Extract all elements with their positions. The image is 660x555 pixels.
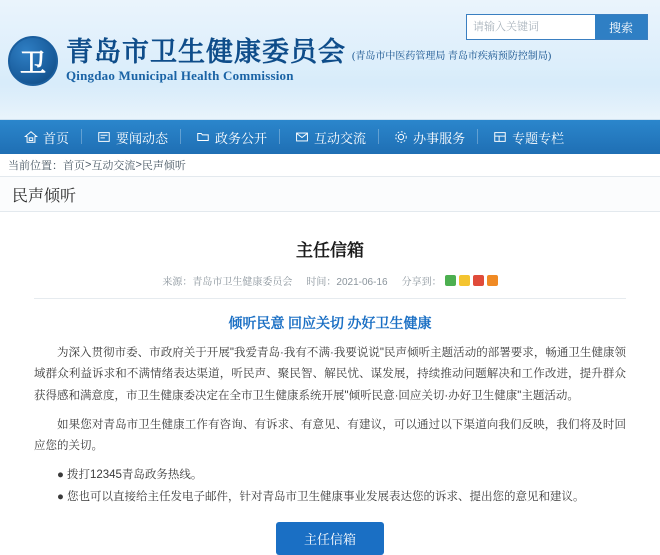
- breadcrumb-prefix: 当前位置：: [8, 160, 63, 172]
- breadcrumb: [0, 154, 660, 176]
- site-header: [0, 0, 660, 120]
- meta-divider: [34, 298, 626, 299]
- site-title-sub: (青岛市中医药管理局 青岛市疾病预防控制局): [352, 51, 552, 63]
- search-button[interactable]: 搜索: [595, 15, 647, 39]
- article-paragraph: 如果您对青岛市卫生健康工作有咨询、有诉求、有意见、有建议，可以通过以下渠道向我们反映，我们将及时回应您的关切。: [34, 418, 626, 453]
- nav-item-special-topics[interactable]: [487, 120, 586, 154]
- rss-share-icon[interactable]: [487, 275, 498, 286]
- nav-item-label: 办事服务: [413, 130, 466, 146]
- director-mailbox-button[interactable]: 主任信箱: [276, 522, 384, 555]
- nav-item-news[interactable]: [91, 120, 190, 154]
- weibo-share-icon[interactable]: [473, 275, 484, 286]
- article-paragraph: 为深入贯彻市委、市政府关于开展"我爱青岛·我有不满·我要说说"民声倾听主题活动的部署要求，畅通卫生健康领域群众利益诉求和不满情绪表达渠道，听民声、聚民智、解民忧、谋发展，持续推动问题解决和工作改进，提升群众获得感和满意度，市卫生健康委决定在全市卫生健康系统开展"倾听民意·回应关切·办好卫生健康"主题活动。: [34, 347, 626, 402]
- breadcrumb-item-home[interactable]: 首页: [63, 160, 85, 172]
- site-logo-block[interactable]: [8, 36, 551, 86]
- nav-item-government-affairs[interactable]: [190, 120, 289, 154]
- search-input[interactable]: [467, 15, 595, 39]
- share-group: [402, 273, 498, 288]
- nav-item-label: 互动交流: [314, 130, 367, 146]
- folder-icon: [196, 130, 210, 144]
- nav-item-label: 要闻动态: [116, 130, 169, 146]
- site-title-en: Qingdao Municipal Health Commission: [66, 68, 294, 84]
- site-title-wrap: [66, 38, 551, 84]
- nav-item-label: 政务公开: [215, 130, 268, 146]
- mail-icon: [295, 130, 309, 144]
- nav-item-label: 首页: [43, 130, 70, 146]
- site-title-cn: 青岛市卫生健康委员会: [66, 36, 346, 67]
- bullet-dot-icon: ●: [57, 490, 64, 503]
- news-icon: [97, 130, 111, 144]
- article-content: [0, 212, 660, 555]
- health-commission-emblem-icon: [8, 36, 58, 86]
- list-item: ● 拨打12345青岛政务热线。: [57, 469, 203, 482]
- breadcrumb-item-interaction[interactable]: 互动交流: [91, 160, 136, 172]
- share-label: 分享到：: [401, 277, 442, 288]
- search-box[interactable]: [466, 14, 648, 40]
- breadcrumb-separator: >: [85, 159, 92, 171]
- campaign-slogan: 倾听民意 回应关切 办好卫生健康: [228, 317, 432, 332]
- page-title-bar: [0, 176, 660, 212]
- article-title: 主任信箱: [296, 241, 364, 260]
- list-icon: [493, 130, 507, 144]
- nav-item-interaction[interactable]: [289, 120, 388, 154]
- home-icon: [24, 130, 38, 144]
- gear-icon: [394, 130, 408, 144]
- list-item: ● 您也可以直接给主任发电子邮件，针对青岛市卫生健康事业发展表达您的诉求、提出您的意见和建议。: [57, 490, 585, 503]
- article-meta: [34, 273, 626, 296]
- action-area: [34, 522, 626, 555]
- breadcrumb-separator: >: [135, 159, 142, 171]
- page-title: 民声倾听: [12, 187, 77, 205]
- nav-item-services[interactable]: [388, 120, 487, 154]
- breadcrumb-item-current[interactable]: 民声倾听: [141, 160, 186, 172]
- nav-item-label: 专题专栏: [512, 130, 565, 146]
- bullet-dot-icon: ●: [57, 469, 64, 482]
- article-source: 来源：青岛市卫生健康委员会: [162, 277, 293, 288]
- main-navigation: [0, 120, 660, 154]
- emblem-glyph: 卫: [19, 48, 46, 78]
- article-time: 时间：2021-06-16: [306, 277, 388, 288]
- wechat-share-icon[interactable]: [445, 275, 456, 286]
- qzone-share-icon[interactable]: [459, 275, 470, 286]
